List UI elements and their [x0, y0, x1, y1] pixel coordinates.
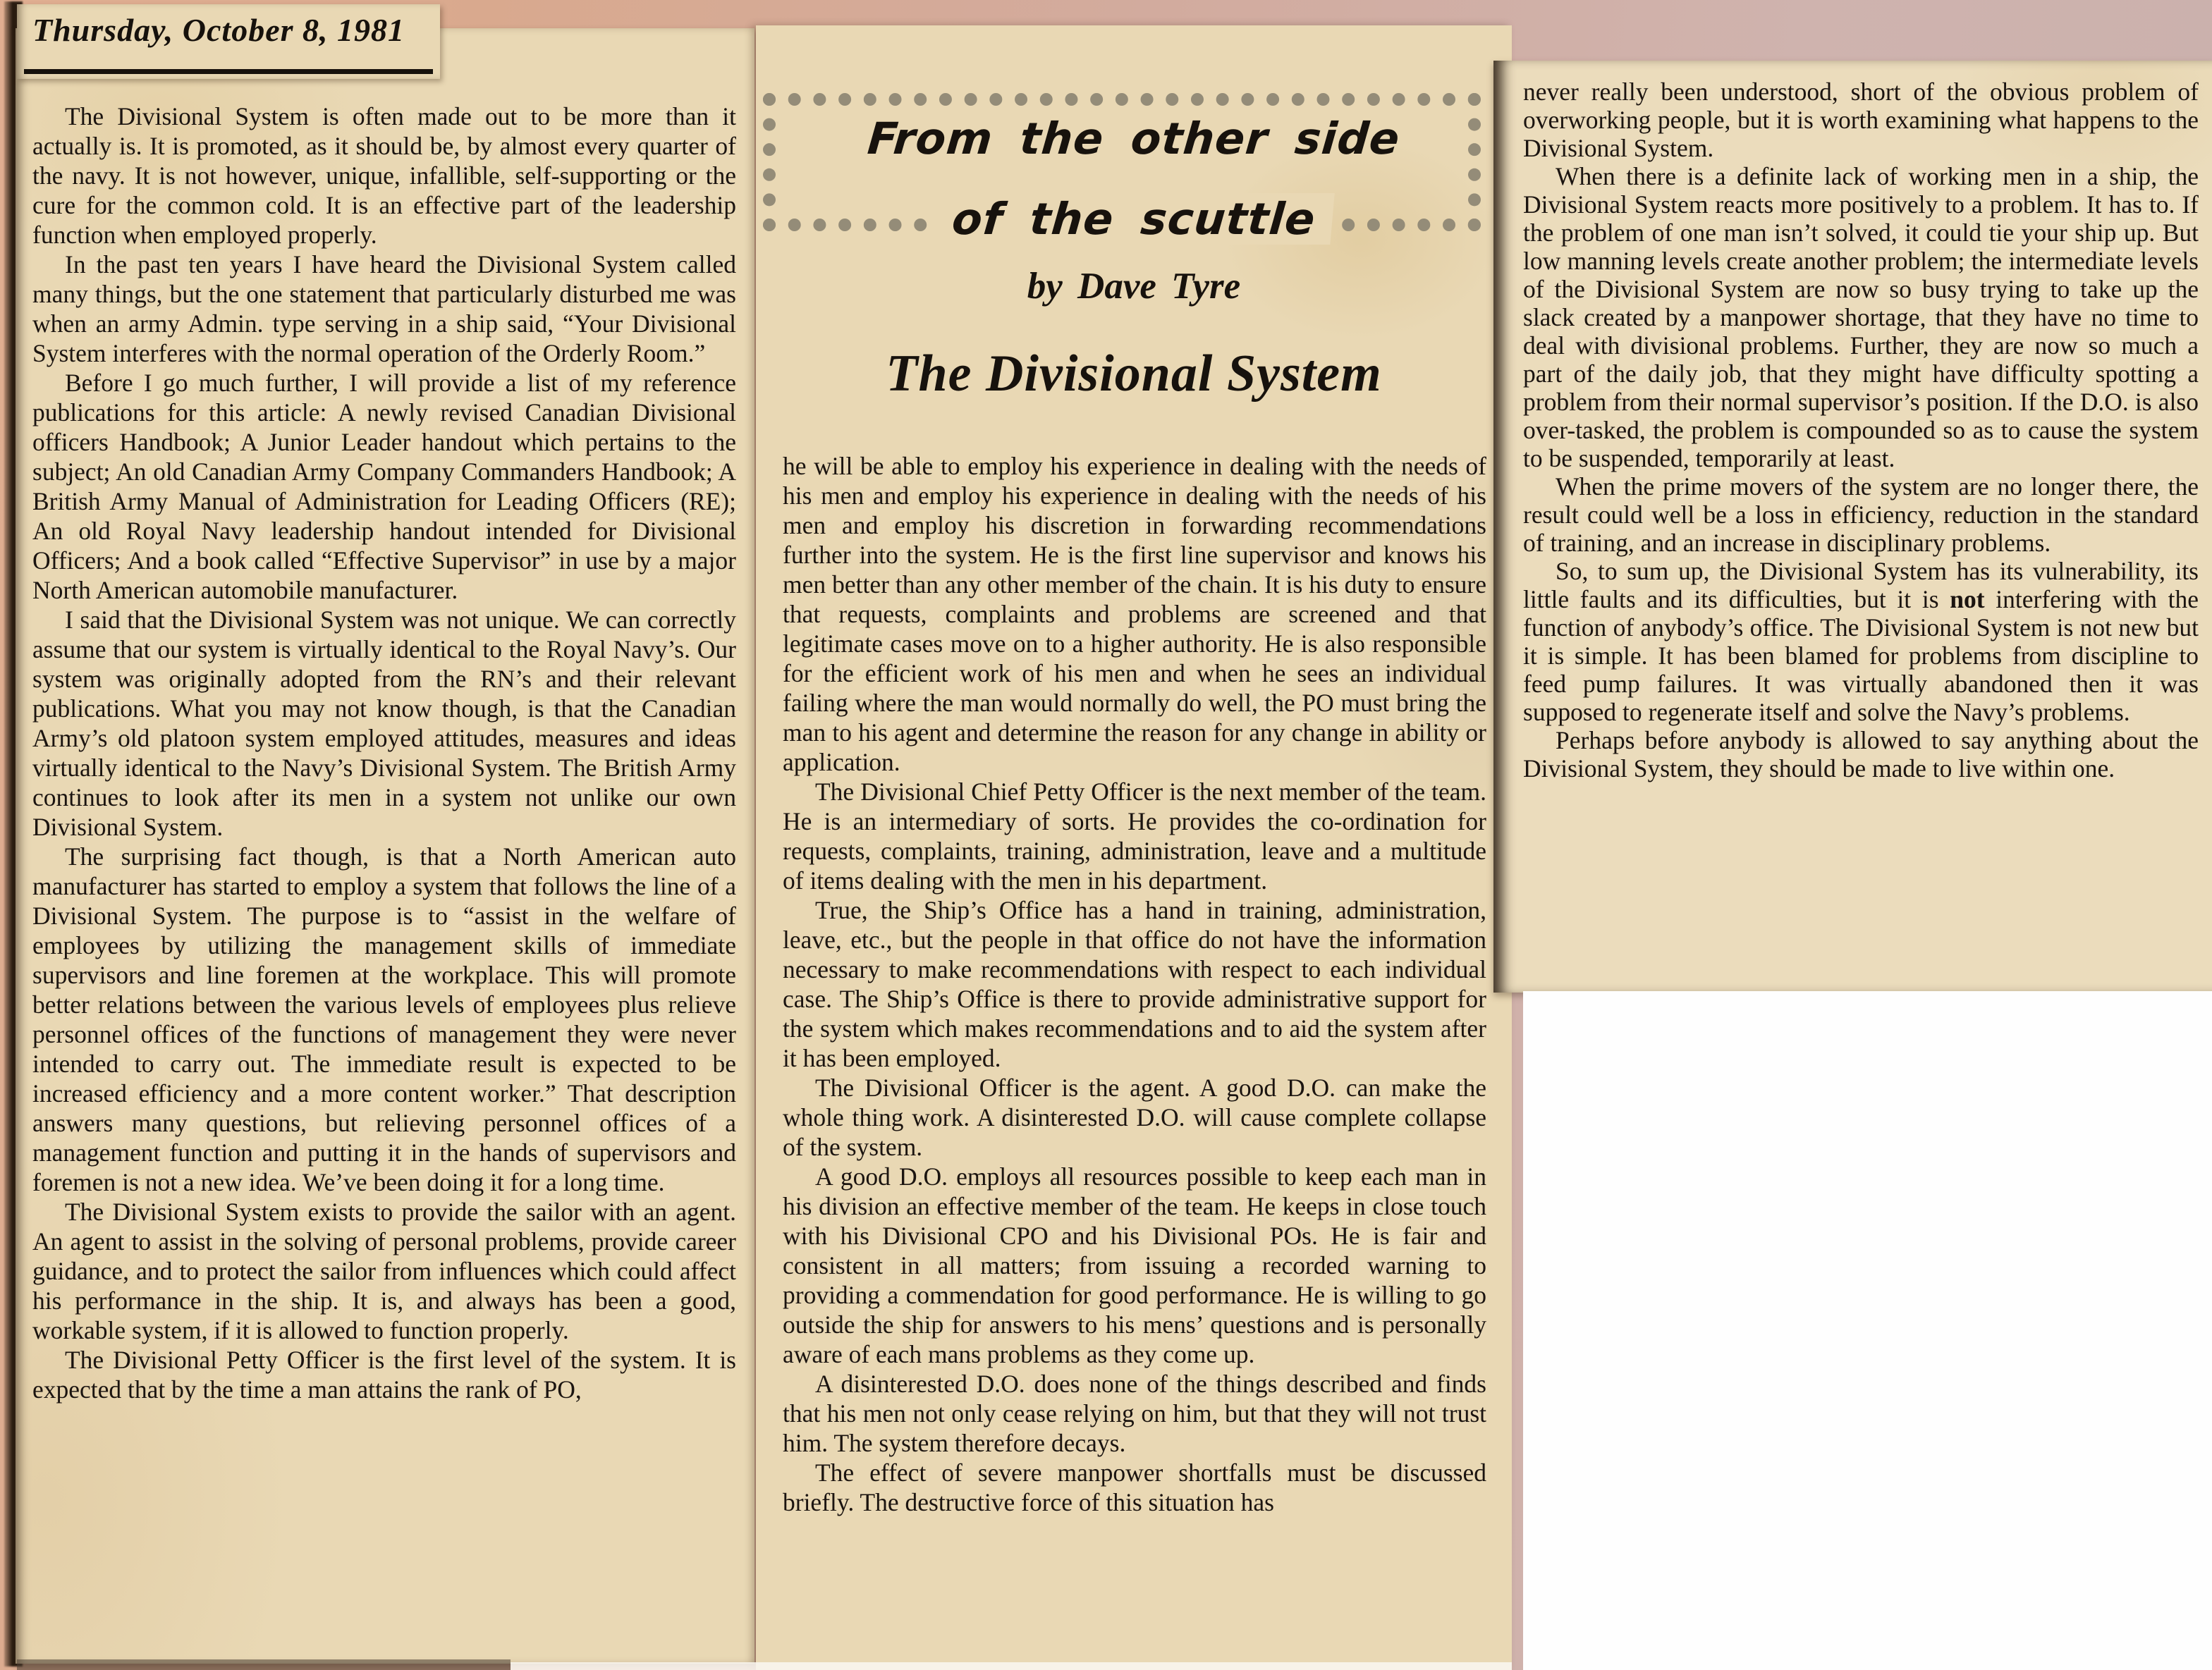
scan-white-area [1523, 991, 2212, 1670]
paragraph: The Divisional Officer is the agent. A good D.O. can make the whole thing work. A disinterested D.O. will cause complete collapse of the system. [783, 1074, 1486, 1161]
paragraph: The Divisional Chief Petty Officer is the next member of the team. He is an intermediary of sorts. He provides the co-ordination for requests, complaints, training, administration, leave and a multitude of items dealing with the men in his department. [783, 778, 1486, 895]
masthead-line-2: of the scuttle [933, 193, 1334, 245]
column-3-text [1523, 78, 2199, 987]
article-title: The Divisional System [886, 345, 1382, 403]
paragraph: The effect of severe manpower shortfalls must be discussed briefly. The destructive force of this situation has [783, 1459, 1486, 1516]
column-1-text [32, 102, 736, 1652]
paragraph: he will be able to employ his experience in dealing with the needs of his men and employ his experience in dealing with the needs of his men and employ his discretion in forwarding recommendations further into the system. He is the first line supervisor and knows his men better than any other member of the chain. It is his duty to ensure that requests, complaints and problems are screened and that legitimate cases move on to a higher authority. He is also responsible for the efficient work of his men and when he sees an individual failing where the man would normally do well, the PO must bring the man to his agent and determine the reason for any change in ability or application. [783, 452, 1486, 776]
paragraph: A good D.O. employs all resources possible to keep each man in his division an effective member of the team. He keeps in close touch with his Divisional CPO and his Divisional POs. He is fair and consistent in all matters; from issuing a recorded warning to providing a commendation for good performance. He is willing to go outside the ship for answers to his mens’ questions and is personally aware of each mans problems as they come up. [783, 1162, 1486, 1368]
paragraph: The Divisional System exists to provide the sailor with an agent. An agent to assist in the solving of personal problems, provide career guidance, and to protect the sailor from influences which could affect his performance in the ship. It is, and always has been a good, workable system, if it is allowed to function properly. [32, 1198, 736, 1344]
scan-edge-bottom [511, 1662, 1512, 1670]
paragraph: When the prime movers of the system are no longer there, the result could well be a loss in efficiency, reduction in the standard of training, and an increase in disciplinary problems. [1523, 472, 2199, 557]
paragraph: Perhaps before anybody is allowed to say anything about the Divisional System, they should be made to live within one. [1523, 726, 2199, 782]
masthead-line-1: From the other side [865, 113, 1403, 164]
clipping-column-1 [16, 28, 754, 1664]
column-2-text [783, 451, 1486, 1667]
clipping-column-2 [756, 25, 1512, 1670]
paragraph: A disinterested D.O. does none of the things described and finds that his men not only cease relying on him, but that they will not trust him. The system therefore decays. [783, 1370, 1486, 1457]
clipping-column-3 [1493, 61, 2212, 993]
date-rule [24, 69, 433, 74]
paragraph: Before I go much further, I will provide a list of my reference publications for this article: A newly revised Canadian Divisional officers Handbook; A Junior Leader handout which pertains to the subject; An old Canadian Army Company Commanders Handbook; A British Army Manual of Administration for Leading Officers (RE); An old Royal Navy leadership handout intended for Divisional Officers; And a book called “Effective Supervisor” in use by a major North American automobile manufacturer. [32, 369, 736, 604]
paragraph: I said that the Divisional System was not unique. We can correctly assume that our system is virtually identical to the Royal Navy’s. Our system was originally adopted from the RN’s and their relevant publications. What you may not know though, is that the Canadian Army’s old platoon system employed attitudes, measures and ideas virtually identical to the Navy’s Divisional System. The British Army continues to look after its men in a system not unlike our own Divisional System. [32, 606, 736, 841]
paragraph: When there is a definite lack of working men in a ship, the Divisional System reacts more positively to a problem. It has to. If the problem of one man isn’t solved, it could tie your ship up. But low manning levels create another problem; the intermediate levels of the Divisional System are now so busy trying to take up the slack created by a manpower shortage, that they have no time to deal with divisional problems. Further, they are now so much a part of the daily job, that they might have difficulty spotting a problem from their normal supervisor’s position. If the D.O. is also over-tasked, the problem is compounded so as to cause the system to be suspended, temporarily at least. [1523, 162, 2199, 472]
date-text: Thursday, October 8, 1981 [32, 12, 405, 48]
paragraph: The Divisional Petty Officer is the first level of the system. It is expected that by the time a man attains the rank of PO, [32, 1346, 736, 1404]
clipping-date-banner [17, 4, 440, 79]
paragraph: The surprising fact though, is that a North American auto manufacturer has started to employ a system that follows the line of a Divisional System. The purpose is to “assist in the welfare of employees by utilizing the management skills of immediate supervisors and line foremen at the workplace. This will promote better relations between the various levels of employees plus relieve personnel offices of the functions of management they were never intended to carry out. The immediate result is expected to be increased efficiency and a more content worker.” That description answers many questions, but relieving personnel offices of a management function and putting it in the hands of supervisors and foremen is not a new idea. We’ve been doing it for a long time. [32, 842, 736, 1196]
paragraph: never really been understood, short of the obvious problem of overworking people, but it is worth examining what happens to the Divisional System. [1523, 78, 2199, 162]
byline: by Dave Tyre [1027, 266, 1241, 307]
paragraph: In the past ten years I have heard the Divisional System called many things, but the one statement that particularly disturbed me was when an army Admin. type serving in a ship said, “Your Divisional System interferes with the normal operation of the Orderly Room.” [32, 250, 736, 367]
paragraph: The Divisional System is often made out to be more than it actually is. It is promoted, as it should be, by almost every quarter of the navy. It is not however, unique, infallible, self-supporting or the cure for the common cold. It is an effective part of the leadership function when employed properly. [32, 102, 736, 249]
paragraph: True, the Ship’s Office has a hand in training, administration, leave, etc., but the people in that office do not have the information necessary to make recommendations with respect to each individual case. The Ship’s Office is there to provide administrative support for the system which makes recommendations and to aid the system after it has been employed. [783, 896, 1486, 1072]
clipping-edge-shadow-bottom [17, 1659, 511, 1670]
paragraph: So, to sum up, the Divisional System has its vulnerability, its little faults and its difficulties, but it is not interfering with the function of anybody’s office. The Divisional System is not new but it is simple. It has been blamed for problems from discipline to feed pump failures. It was virtually abandoned then it was supposed to regenerate itself and solve the Navy’s problems. [1523, 557, 2199, 726]
